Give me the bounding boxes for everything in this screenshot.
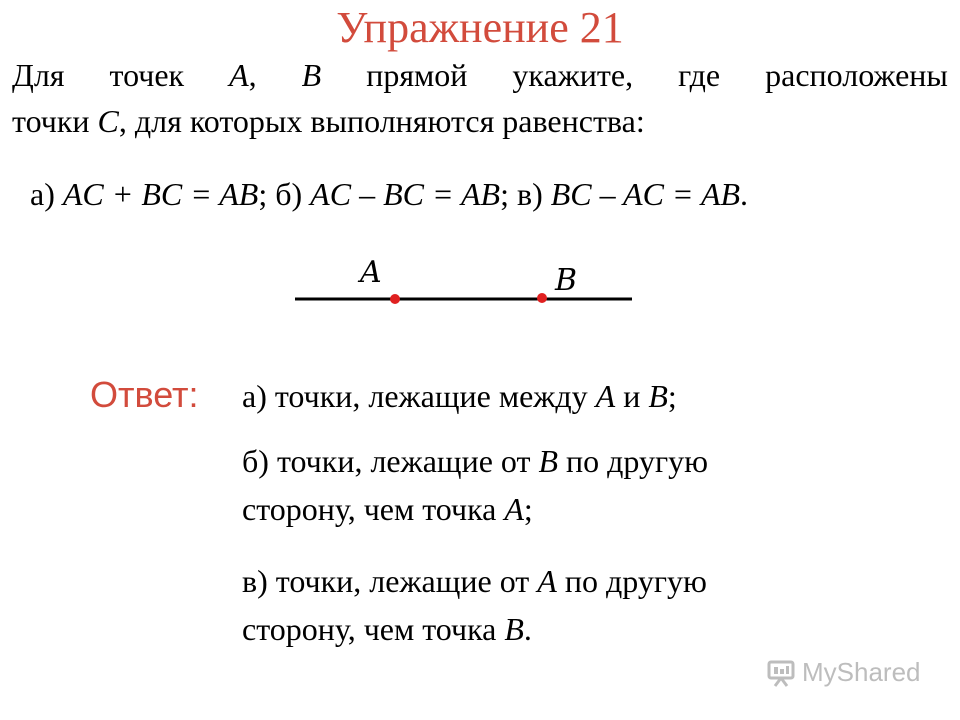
answer-text: а) точки, лежащие между — [242, 378, 596, 414]
answer-point: B — [504, 611, 524, 647]
answer-text: по другую — [556, 563, 707, 599]
answer-text: и — [615, 378, 649, 414]
comma: , — [248, 57, 257, 93]
answer-a — [242, 372, 932, 420]
answer-b-line-2 — [242, 485, 932, 533]
presentation-board-icon — [766, 659, 796, 687]
problem-word: укажите, — [512, 57, 634, 93]
problem-line-1 — [12, 52, 948, 98]
answer-text: ; — [523, 491, 533, 527]
answer-label: Ответ: — [90, 374, 199, 415]
answer-text: ; — [667, 378, 677, 414]
equality-c: BC – AC = AB — [550, 176, 741, 212]
answer-c-line-2 — [242, 605, 932, 653]
answer-b-line-1 — [242, 437, 932, 485]
equality-separator: ; б) — [258, 176, 311, 212]
equality-end: . — [740, 176, 749, 212]
point-a-label: A — [360, 255, 382, 290]
problem-word: расположены — [765, 57, 948, 93]
point-b-dot — [537, 293, 547, 303]
problem-word: точек — [109, 57, 185, 93]
equalities-line — [30, 172, 748, 216]
problem-text: , для которых выполняются равенства: — [118, 103, 645, 139]
answer-text: . — [523, 611, 532, 647]
line-diagram — [290, 250, 640, 320]
problem-point-b: B — [301, 57, 322, 93]
answer-text: по другую — [558, 443, 709, 479]
equality-label-a: а) — [30, 176, 63, 212]
point-b-label: B — [555, 263, 578, 298]
answer-point: B — [648, 378, 668, 414]
problem-point-c: C — [97, 103, 119, 139]
problem-statement — [12, 52, 948, 144]
problem-word: Для — [12, 57, 65, 93]
watermark-text: MyShared — [802, 657, 921, 687]
watermark — [766, 657, 921, 688]
equality-a: AC + BC = AB — [62, 176, 259, 212]
answer-b — [242, 437, 932, 533]
answer-c-line-1 — [242, 557, 932, 605]
answer-text: в) точки, лежащие от — [242, 563, 538, 599]
answer-text: б) точки, лежащие от — [242, 443, 539, 479]
answer-c — [242, 557, 932, 653]
problem-line-2 — [12, 98, 948, 144]
answer-point: A — [595, 378, 616, 414]
answer-point: A — [537, 563, 557, 599]
problem-word: прямой — [366, 57, 468, 93]
answer-point: A — [504, 491, 524, 527]
answer-text: сторону, чем точка — [242, 611, 505, 647]
problem-word: где — [678, 57, 721, 93]
answer-point: B — [538, 443, 558, 479]
slide-title: Упражнение 21 — [336, 3, 624, 52]
answer-text: сторону, чем точка — [242, 491, 505, 527]
problem-text: точки — [12, 103, 98, 139]
equality-separator: ; в) — [500, 176, 551, 212]
point-a-dot — [390, 294, 400, 304]
point-a-symbol: A — [229, 57, 249, 93]
problem-point-a — [229, 52, 257, 98]
equality-b: AC – BC = AB — [310, 176, 501, 212]
